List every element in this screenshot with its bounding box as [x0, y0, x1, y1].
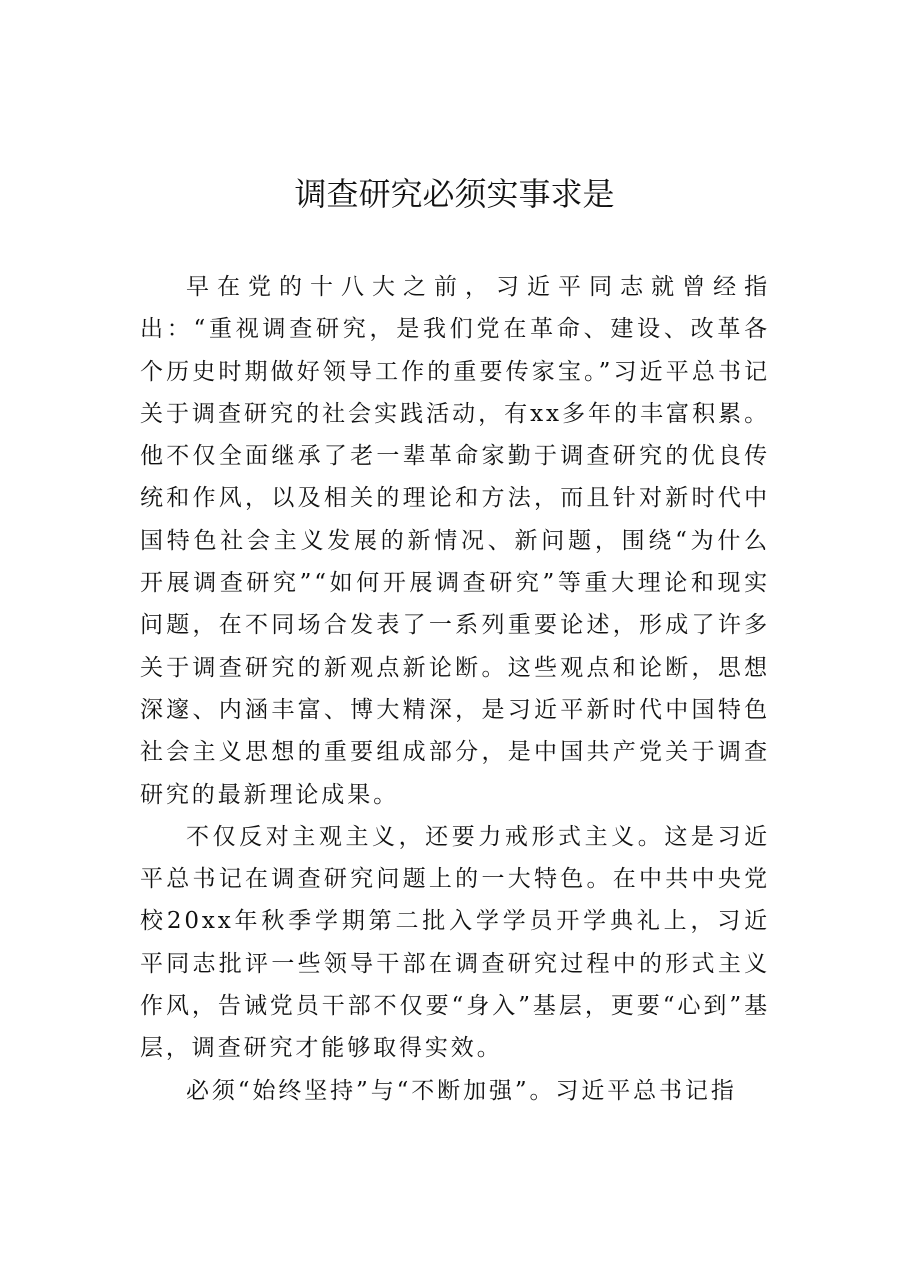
document-title: 调查研究必须实事求是	[294, 175, 615, 213]
document-body	[140, 266, 770, 1112]
paragraph-2: 不仅反对主观主义，还要力戒形式主义。这是习近平总书记在调查研究问题上的一大特色。在中共中央党校20xx年秋季学期第二批入学学员开学典礼上，习近平同志批评一些领导干部在调查研究过程中的形式主义作风，告诫党员干部不仅要“身入”基层，更要“心到”基层，调查研究才能够取得实效。	[140, 823, 770, 1062]
paragraph-1: 早在党的十八大之前，习近平同志就曾经指出：“重视调查研究，是我们党在革命、建设、改革各个历史时期做好领导工作的重要传家宝。”习近平总书记关于调查研究的社会实践活动，有xx多年的丰富积累。他不仅全面继承了老一辈革命家勤于调查研究的优良传统和作风，以及相关的理论和方法，而且针对新时代中国特色社会主义发展的新情况、新问题，围绕“为什么开展调查研究”“如何开展调查研究”等重大理论和现实问题，在不同场合发表了一系列重要论述，形成了许多关于调查研究的新观点新论断。这些观点和论断，思想深邃、内涵丰富、博大精深，是习近平新时代中国特色社会主义思想的重要组成部分，是中国共产党关于调查研究的最新理论成果。	[140, 274, 770, 808]
paragraph-3: 必须“始终坚持”与“不断加强”。习近平总书记指	[186, 1077, 737, 1104]
